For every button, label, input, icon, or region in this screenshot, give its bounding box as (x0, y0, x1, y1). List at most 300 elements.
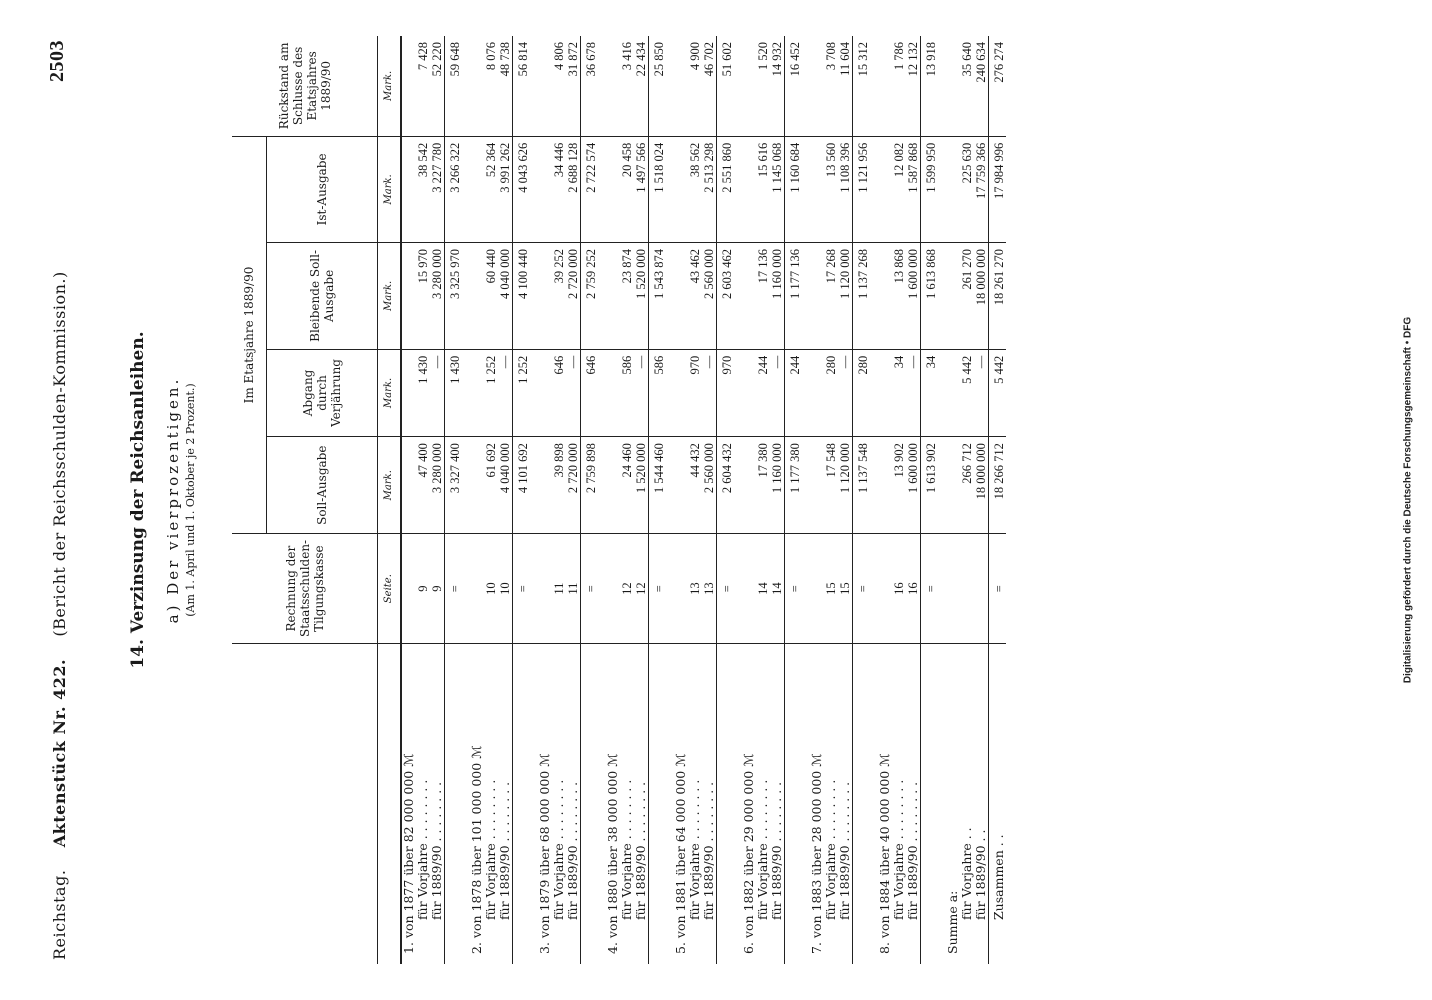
sum-abgang-cell: 280 (853, 349, 871, 436)
group-sum-row (513, 36, 531, 964)
group-sum-row (921, 36, 939, 964)
soll-cell: 1 120 000 (838, 437, 853, 534)
spacer-cell (802, 136, 810, 242)
rueck-cell: 7 428 (416, 36, 430, 136)
ist-cell: 3 227 780 (430, 136, 445, 242)
soll-cell: 13 902 (892, 437, 906, 534)
group-title: 5. von 1881 über 64 000 000 ℳ (673, 753, 688, 954)
group-title-row (742, 36, 756, 964)
ist-cell: 13 560 (824, 136, 838, 242)
spacer-cell (462, 534, 470, 644)
seite-cell: 9 (416, 534, 430, 644)
empty-cell (470, 534, 484, 644)
empty-cell (606, 534, 620, 644)
abgang-cell: — (974, 349, 989, 436)
soll-cell: 17 548 (824, 437, 838, 534)
rueck-cell: 1 520 (756, 36, 770, 136)
bleibende-cell: 3 280 000 (430, 243, 445, 350)
row-label: für 1889/90 . . . . . . . . (701, 781, 716, 920)
spacer-cell (870, 243, 878, 350)
row-label: für 1889/90 . . . . . . . . (769, 781, 784, 920)
table-row (838, 36, 853, 964)
spacer-cell (530, 136, 538, 242)
empty-cell (606, 243, 620, 350)
header-doc-label: Aktenstück Nr. 422. (50, 658, 69, 848)
spacer-cell (462, 136, 470, 242)
sum-abgang-cell: 34 (921, 349, 939, 436)
sum-soll-cell: 1 177 380 (785, 437, 803, 534)
sum-soll-cell: 1 613 902 (921, 437, 939, 534)
rueck-cell: 4 900 (688, 36, 702, 136)
sum-label-blank (513, 643, 531, 964)
sum-bleibende-cell: 4 100 440 (513, 243, 531, 350)
spacer-cell (462, 36, 470, 136)
sum-bleibende-cell: 3 325 970 (445, 243, 463, 350)
group-title-row (606, 36, 620, 964)
sum-bleibende-cell: 1 613 868 (921, 243, 939, 350)
soll-cell: 44 432 (688, 437, 702, 534)
section-note: (Am 1. April und 1. Oktober je 2 Prozent.) (184, 383, 197, 617)
seite-cell: 11 (566, 534, 581, 644)
ist-cell: 12 082 (892, 136, 906, 242)
group-title: 8. von 1884 über 40 000 000 ℳ (877, 753, 892, 954)
empty-cell (470, 437, 484, 534)
empty-cell (810, 349, 824, 436)
interest-table (232, 36, 1006, 964)
sum-soll-cell: 2 759 898 (581, 437, 599, 534)
group-sum-row (445, 36, 463, 964)
spacer-cell (938, 437, 946, 534)
group-title-row (878, 36, 892, 964)
abgang-cell: 1 252 (484, 349, 498, 436)
sum-mark: = (717, 534, 735, 644)
empty-cell (810, 136, 824, 242)
seite-cell: 12 (620, 534, 634, 644)
spacer-cell (530, 349, 538, 436)
summe-label: für 1889/90 . . (973, 829, 988, 920)
abgang-cell: — (498, 349, 513, 436)
spacer-cell (734, 36, 742, 136)
sum-abgang-cell: 970 (717, 349, 735, 436)
row-label: für Vorjahre . . . . . . . . (891, 779, 906, 920)
group-title: 2. von 1878 über 101 000 000 ℳ (469, 745, 484, 954)
empty-cell (606, 437, 620, 534)
empty-cell (470, 36, 484, 136)
col-abgang: Abgang durch Verjährung (267, 349, 378, 436)
page-number: 2503 (46, 40, 68, 82)
empty-cell (742, 534, 756, 644)
table-row (906, 36, 921, 964)
table-row (770, 36, 785, 964)
rueck-cell: 35 640 (960, 36, 974, 136)
empty-cell (878, 437, 892, 534)
summe-row (960, 36, 974, 964)
subsection-title: a) Der vierprozentigen. (164, 376, 182, 624)
empty-cell (401, 349, 416, 436)
total-abgang-cell: 5 442 (989, 349, 1007, 436)
seite-cell (960, 534, 974, 644)
soll-cell: 17 380 (756, 437, 770, 534)
seite-cell: 13 (688, 534, 702, 644)
page-header (40, 40, 80, 960)
row-label: für Vorjahre . . . . . . . . (619, 779, 634, 920)
ist-cell: 52 364 (484, 136, 498, 242)
row-label: für 1889/90 . . . . . . . . (633, 781, 648, 920)
group-title-row (674, 36, 688, 964)
spacer-cell (666, 36, 674, 136)
group-sum-row (581, 36, 599, 964)
empty-cell (946, 349, 960, 436)
header-blank (232, 643, 378, 964)
ist-cell: 3 991 262 (498, 136, 513, 242)
seite-cell: 9 (430, 534, 445, 644)
sum-label-blank (445, 643, 463, 964)
empty-cell (810, 36, 824, 136)
col-bleibende: Bleibende Soll-Ausgabe (267, 243, 378, 350)
table-row (634, 36, 649, 964)
group-title: 7. von 1883 über 28 000 000 ℳ (809, 753, 824, 954)
sum-ist-cell: 2 551 860 (717, 136, 735, 242)
spacer-cell (734, 349, 742, 436)
table-row (416, 36, 430, 964)
spacer-cell (462, 243, 470, 350)
header-left (50, 271, 69, 960)
sum-mark: = (649, 534, 667, 644)
empty-cell (946, 36, 960, 136)
spacer-cell (802, 243, 810, 350)
empty-cell (470, 349, 484, 436)
spacer-cell (666, 349, 674, 436)
row-label: für Vorjahre . . . . . . . . (483, 779, 498, 920)
empty-cell (674, 349, 688, 436)
spacer-cell (530, 534, 538, 644)
abgang-cell: 970 (688, 349, 702, 436)
total-ist-cell: 17 984 996 (989, 136, 1007, 242)
sum-bleibende-cell: 1 137 268 (853, 243, 871, 350)
soll-cell: 47 400 (416, 437, 430, 534)
spacer-cell (870, 36, 878, 136)
abgang-cell: — (770, 349, 785, 436)
abgang-cell: 34 (892, 349, 906, 436)
sum-bleibende-cell: 1 177 136 (785, 243, 803, 350)
sum-bleibende-cell: 2 603 462 (717, 243, 735, 350)
soll-cell: 1 520 000 (634, 437, 649, 534)
col-soll: Soll-Ausgabe (267, 437, 378, 534)
group-title-row (810, 36, 824, 964)
seite-cell: 13 (702, 534, 717, 644)
empty-cell (946, 136, 960, 242)
sum-mark: = (581, 534, 599, 644)
rueck-cell: 3 708 (824, 36, 838, 136)
sum-bleibende-cell: 2 759 252 (581, 243, 599, 350)
table-row (824, 36, 838, 964)
sum-mark: = (785, 534, 803, 644)
ist-cell: 1 108 396 (838, 136, 853, 242)
sum-label-blank (921, 643, 939, 964)
sum-mark: = (853, 534, 871, 644)
empty-cell (742, 243, 756, 350)
sum-label-blank (717, 643, 735, 964)
spacer-cell (870, 349, 878, 436)
group-title: 1. von 1877 über 82 000 000 ℳ (401, 753, 416, 954)
table-row (498, 36, 513, 964)
soll-cell: 18 000 000 (974, 437, 989, 534)
seite-cell: 15 (838, 534, 853, 644)
sum-ist-cell: 1 160 684 (785, 136, 803, 242)
col-rechnung: Rechnung der Staatsschulden-Tilgungskasse (232, 534, 378, 644)
empty-cell (742, 349, 756, 436)
ist-cell: 15 616 (756, 136, 770, 242)
unit-mark: Mark. (378, 136, 402, 242)
bleibende-cell: 18 000 000 (974, 243, 989, 350)
spacer-cell (938, 243, 946, 350)
empty-cell (674, 243, 688, 350)
empty-cell (606, 349, 620, 436)
empty-cell (742, 36, 756, 136)
sum-rueck-cell: 16 452 (785, 36, 803, 136)
spacer-cell (938, 349, 946, 436)
abgang-cell: — (838, 349, 853, 436)
ist-cell: 17 759 366 (974, 136, 989, 242)
empty-cell (470, 243, 484, 350)
soll-cell: 24 460 (620, 437, 634, 534)
table-row (552, 36, 566, 964)
sum-abgang-cell: 1 430 (445, 349, 463, 436)
sum-ist-cell: 1 599 950 (921, 136, 939, 242)
spacer-cell (734, 534, 742, 644)
ist-cell: 225 630 (960, 136, 974, 242)
group-title: 6. von 1882 über 29 000 000 ℳ (741, 753, 756, 954)
spacer-cell (598, 534, 606, 644)
abgang-cell: 5 442 (960, 349, 974, 436)
abgang-cell: 280 (824, 349, 838, 436)
rueck-cell: 11 604 (838, 36, 853, 136)
spacer-cell (666, 136, 674, 242)
soll-cell: 1 600 000 (906, 437, 921, 534)
summe-row (974, 36, 989, 964)
spacer-cell (938, 534, 946, 644)
seite-cell: 10 (484, 534, 498, 644)
empty-cell (401, 36, 416, 136)
spacer-cell (598, 36, 606, 136)
abgang-cell: 1 430 (416, 349, 430, 436)
sum-label-blank (853, 643, 871, 964)
rueck-cell: 52 220 (430, 36, 445, 136)
rueck-cell: 22 434 (634, 36, 649, 136)
row-label: für Vorjahre . . . . . . . . (755, 779, 770, 920)
empty-cell (606, 36, 620, 136)
dfg-watermark: Digitalisierung gefördert durch die Deutsche Forschungsgemeinschaft • DFG (1402, 316, 1414, 684)
seite-cell: 10 (498, 534, 513, 644)
soll-cell: 39 898 (552, 437, 566, 534)
sum-rueck-cell: 51 602 (717, 36, 735, 136)
soll-cell: 3 280 000 (430, 437, 445, 534)
sum-soll-cell: 4 101 692 (513, 437, 531, 534)
ist-cell: 2 688 128 (566, 136, 581, 242)
spacer-cell (598, 136, 606, 242)
empty-cell (606, 136, 620, 242)
spacer-cell (802, 437, 810, 534)
summe-label: für Vorjahre . . (959, 827, 974, 920)
rueck-cell: 1 786 (892, 36, 906, 136)
soll-cell: 266 712 (960, 437, 974, 534)
unit-blank (378, 643, 402, 964)
col-ist: Ist-Ausgabe (267, 136, 378, 242)
spacer-cell (802, 349, 810, 436)
rueck-cell: 14 932 (770, 36, 785, 136)
abgang-cell: — (566, 349, 581, 436)
spacer-cell (802, 534, 810, 644)
total-bleibende-cell: 18 261 270 (989, 243, 1007, 350)
spacer-cell (938, 136, 946, 242)
sum-rueck-cell: 56 814 (513, 36, 531, 136)
empty-cell (878, 36, 892, 136)
table-row (430, 36, 445, 964)
spacer-cell (870, 136, 878, 242)
table-row (566, 36, 581, 964)
sum-rueck-cell: 59 648 (445, 36, 463, 136)
rueck-cell: 46 702 (702, 36, 717, 136)
table-row (620, 36, 634, 964)
seite-cell (974, 534, 989, 644)
sum-ist-cell: 3 266 322 (445, 136, 463, 242)
sum-rueck-cell: 13 918 (921, 36, 939, 136)
empty-cell (810, 243, 824, 350)
table-row (702, 36, 717, 964)
empty-cell (878, 243, 892, 350)
empty-cell (742, 437, 756, 534)
bleibende-cell: 60 440 (484, 243, 498, 350)
spacer-cell (870, 534, 878, 644)
empty-cell (538, 36, 552, 136)
empty-cell (538, 534, 552, 644)
empty-cell (401, 243, 416, 350)
summe-title: Summe a: (945, 890, 960, 954)
bleibende-cell: 2 560 000 (702, 243, 717, 350)
spacer-cell (530, 36, 538, 136)
empty-cell (538, 243, 552, 350)
empty-cell (946, 534, 960, 644)
empty-cell (946, 243, 960, 350)
empty-cell (674, 36, 688, 136)
sum-label-blank (649, 643, 667, 964)
spacer-cell (462, 349, 470, 436)
empty-cell (401, 534, 416, 644)
seite-cell: 15 (824, 534, 838, 644)
bleibende-cell: 1 160 000 (770, 243, 785, 350)
empty-cell (878, 349, 892, 436)
table-row (892, 36, 906, 964)
seite-cell: 11 (552, 534, 566, 644)
empty-cell (946, 437, 960, 534)
row-label: für 1889/90 . . . . . . . . (837, 781, 852, 920)
spacer-cell (666, 243, 674, 350)
bleibende-cell: 39 252 (552, 243, 566, 350)
group-sum-row (649, 36, 667, 964)
unit-seite: Seite. (378, 534, 402, 644)
group-title-row (470, 36, 484, 964)
empty-cell (674, 136, 688, 242)
total-label: Zusammen . . (989, 643, 1007, 964)
spacer-cell (598, 437, 606, 534)
bleibende-cell: 261 270 (960, 243, 974, 350)
group-sum-row (853, 36, 871, 964)
ist-cell: 1 497 566 (634, 136, 649, 242)
sum-ist-cell: 1 518 024 (649, 136, 667, 242)
row-label: für 1889/90 . . . . . . . . (429, 781, 444, 920)
empty-cell (878, 136, 892, 242)
header-subtitle: (Bericht der Reichsschulden-Kommission.) (50, 271, 69, 637)
bleibende-cell: 1 600 000 (906, 243, 921, 350)
sum-mark: = (445, 534, 463, 644)
row-label: für Vorjahre . . . . . . . . (551, 779, 566, 920)
ist-cell: 1 587 868 (906, 136, 921, 242)
ist-cell: 1 145 068 (770, 136, 785, 242)
empty-cell (538, 437, 552, 534)
soll-cell: 2 560 000 (702, 437, 717, 534)
sum-rueck-cell: 36 678 (581, 36, 599, 136)
row-label: für 1889/90 . . . . . . . . (565, 781, 580, 920)
sum-abgang-cell: 646 (581, 349, 599, 436)
bleibende-cell: 15 970 (416, 243, 430, 350)
ist-cell: 38 542 (416, 136, 430, 242)
spacer-cell (462, 437, 470, 534)
empty-cell (810, 534, 824, 644)
table-row (484, 36, 498, 964)
unit-mark: Mark. (378, 243, 402, 350)
sum-rueck-cell: 15 312 (853, 36, 871, 136)
row-label: für Vorjahre . . . . . . . . (823, 779, 838, 920)
sum-soll-cell: 2 604 432 (717, 437, 735, 534)
sum-abgang-cell: 1 252 (513, 349, 531, 436)
empty-cell (674, 437, 688, 534)
total-row (989, 36, 1007, 964)
sum-soll-cell: 1 544 460 (649, 437, 667, 534)
section-title: 14. Verzinsung der Reichsanleihen. (128, 331, 148, 669)
ist-cell: 2 513 298 (702, 136, 717, 242)
empty-cell (742, 136, 756, 242)
abgang-cell: — (430, 349, 445, 436)
row-label: für Vorjahre . . . . . . . . (687, 779, 702, 920)
header-reichstag: Reichstag. (50, 869, 69, 960)
sum-ist-cell: 4 043 626 (513, 136, 531, 242)
bleibende-cell: 4 040 000 (498, 243, 513, 350)
abgang-cell: — (702, 349, 717, 436)
sum-ist-cell: 2 722 574 (581, 136, 599, 242)
sum-soll-cell: 1 137 548 (853, 437, 871, 534)
col-period: Im Etatsjahre 1889/90 (232, 136, 267, 534)
abgang-cell: — (634, 349, 649, 436)
spacer-cell (734, 437, 742, 534)
empty-cell (878, 534, 892, 644)
ist-cell: 34 446 (552, 136, 566, 242)
summe-title-row (946, 36, 960, 964)
rueck-cell: 31 872 (566, 36, 581, 136)
soll-cell: 61 692 (484, 437, 498, 534)
col-rueckstand: Rückstand am Schlusse des Etatsjahres 1889/90 (232, 36, 378, 136)
group-sum-row (717, 36, 735, 964)
spacer-cell (598, 349, 606, 436)
rueck-cell: 48 738 (498, 36, 513, 136)
spacer-cell (530, 243, 538, 350)
sum-soll-cell: 3 327 400 (445, 437, 463, 534)
row-label: für 1889/90 . . . . . . . . (905, 781, 920, 920)
total-mark: = (989, 534, 1007, 644)
group-sum-row (785, 36, 803, 964)
abgang-cell: 646 (552, 349, 566, 436)
bleibende-cell: 23 874 (620, 243, 634, 350)
empty-cell (401, 437, 416, 534)
